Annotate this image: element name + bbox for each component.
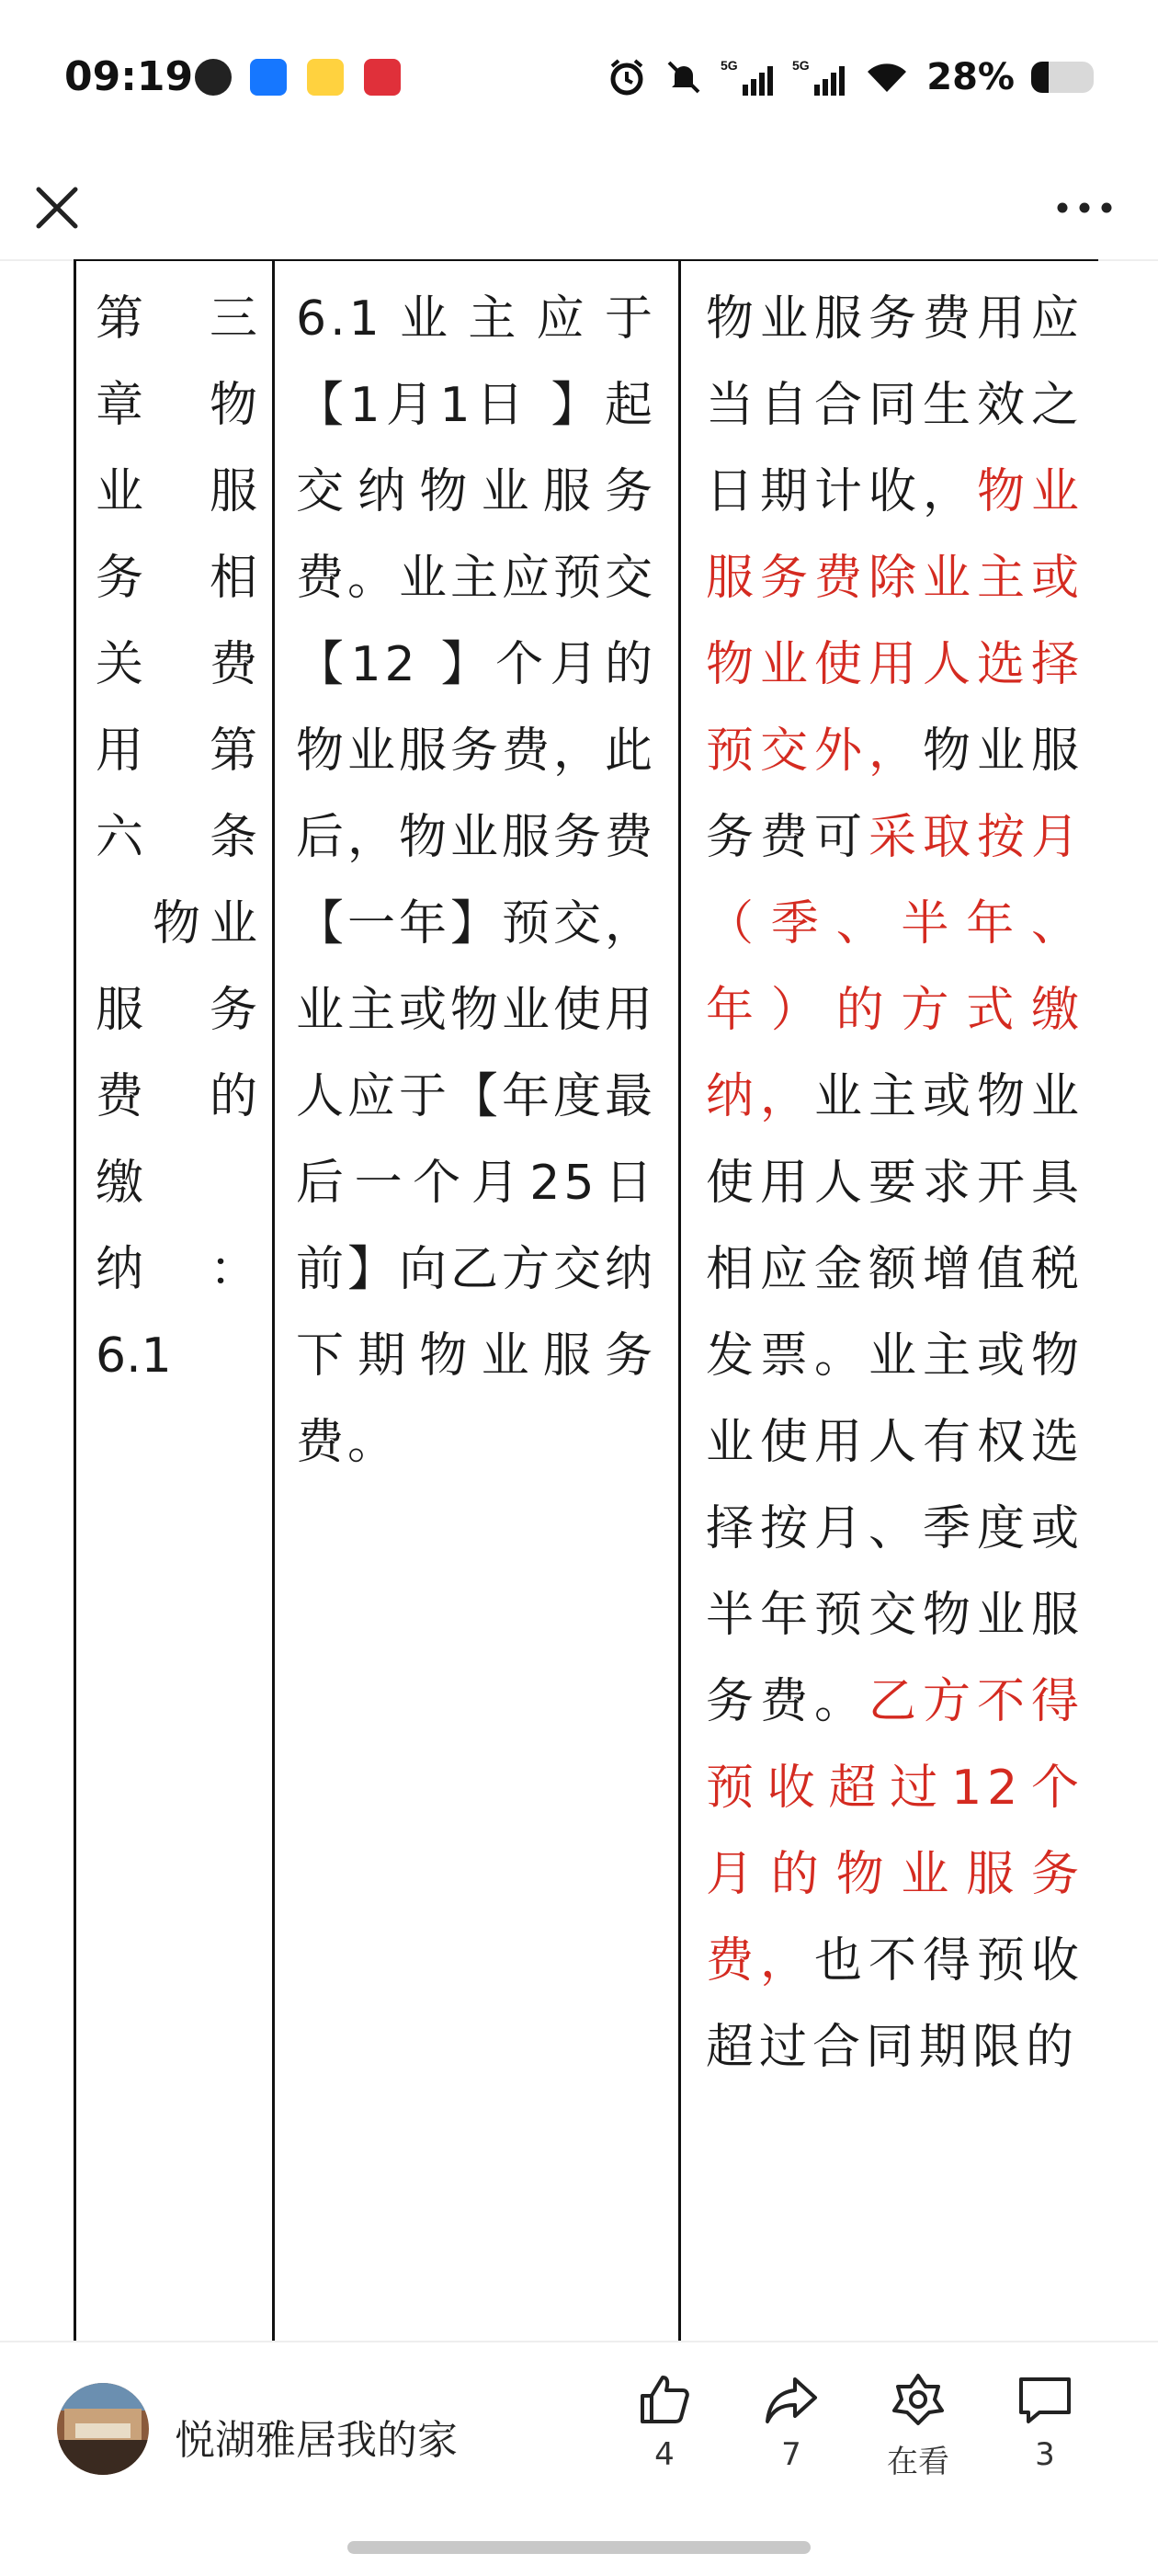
browser-icon	[195, 59, 232, 96]
signal-5g-icon	[792, 57, 847, 97]
chapter-line: 务 相	[96, 551, 257, 606]
home-indicator[interactable]	[347, 2541, 811, 2554]
battery-percent: 28%	[926, 56, 1015, 98]
regulation-highlight: 物业服务费除业主或物业使用人选择预交外，	[706, 464, 1084, 779]
app-icon	[250, 59, 287, 96]
nav-bar	[0, 156, 1158, 261]
share-count: 7	[781, 2436, 801, 2473]
close-icon[interactable]	[28, 178, 86, 237]
chapter-line: 用 第	[96, 724, 257, 779]
battery-icon	[1031, 62, 1094, 93]
watching-icon	[889, 2370, 948, 2429]
signal-5g-icon	[721, 57, 776, 97]
chapter-line: 服 务	[96, 983, 257, 1038]
share-button[interactable]	[741, 2370, 842, 2473]
status-time: 09:19	[64, 53, 194, 100]
watching-label: 在看	[887, 2444, 949, 2480]
regulation-text: 业主或物业使用人要求开具相应金额增值税发票。业主或物业使用人有权选择按月、季度或半年预交物业服务费。	[706, 1069, 1084, 1729]
chapter-line: 6.1	[96, 1328, 172, 1384]
table-border-col2	[678, 259, 681, 2341]
chapter-line: 章 物	[96, 378, 257, 433]
watching-button[interactable]	[868, 2370, 969, 2481]
avatar[interactable]	[57, 2383, 149, 2475]
weibo-icon	[307, 59, 344, 96]
mute-icon	[664, 57, 704, 97]
chapter-line: 纳 ：	[96, 1242, 257, 1297]
table-cell-contract-clause: 6.1业主应于【1月1日 】起交纳物业服务费。业主应预交【12 】个月的物业服务费，此后，物业服务费【一年】预交，业主或物业使用人应于【年度最后一个月25日前】向乙方交纳下期物业服务费。	[296, 291, 657, 1470]
tesla-icon	[364, 59, 401, 96]
regulation-highlight: 采取按月（季、半年、年）的方式缴纳，	[706, 810, 1084, 1124]
like-button[interactable]	[614, 2370, 715, 2473]
article-content	[0, 259, 1158, 2341]
network-label: 5G	[721, 58, 738, 73]
share-icon	[762, 2370, 821, 2429]
alarm-icon	[607, 57, 647, 97]
chapter-line: 费 的	[96, 1069, 257, 1124]
chapter-line: 物业	[96, 896, 257, 952]
table-cell-regulation	[706, 276, 1084, 2091]
comment-button[interactable]	[994, 2370, 1096, 2473]
thumbs-up-icon	[635, 2370, 694, 2429]
regulation-text: 物业服务费可	[706, 724, 1084, 865]
chapter-line: 业 服	[96, 464, 257, 519]
chapter-line: 关 费	[96, 637, 257, 692]
more-icon[interactable]	[1048, 182, 1121, 234]
table-border-col1	[272, 259, 275, 2341]
table-border-left	[74, 259, 76, 2341]
account-name[interactable]: 悦湖雅居我的家	[175, 2417, 458, 2464]
comment-icon	[1016, 2370, 1074, 2429]
network-label: 5G	[792, 58, 810, 73]
wifi-icon	[864, 57, 910, 97]
chapter-line: 缴	[96, 1156, 144, 1211]
chapter-line: 第 三	[96, 291, 257, 347]
table-cell-chapter	[96, 276, 257, 1399]
regulation-highlight: 乙方不得预收超过12个月的物业服务费，	[706, 1674, 1084, 1989]
chapter-line: 六 条	[96, 810, 257, 865]
regulation-text: 也不得预收超过合同期限的	[706, 1933, 1084, 2075]
table-top-border	[74, 259, 1098, 261]
status-right	[607, 51, 1094, 103]
status-bar	[0, 0, 1158, 156]
like-count: 4	[654, 2436, 675, 2473]
regulation-text: 物业服务费用应当自合同生效之日期计收，	[706, 291, 1084, 519]
comment-count: 3	[1035, 2436, 1055, 2473]
bottom-bar	[0, 2341, 1158, 2576]
battery-fill	[1031, 62, 1049, 93]
